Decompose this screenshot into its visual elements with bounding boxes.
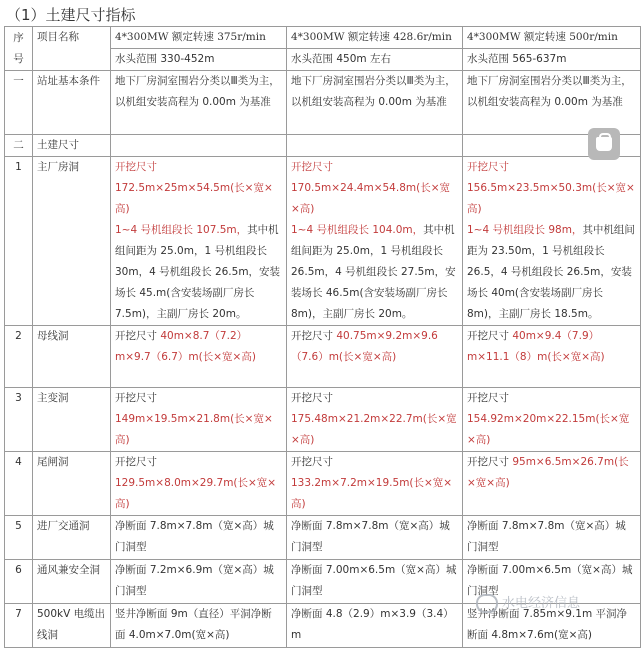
excavation-size: 开挖尺寸 172.5m×25m×54.5m(长×宽×高) xyxy=(115,161,273,215)
header-375-speed: 4*300MW 额定转速 375r/min xyxy=(111,27,287,49)
header-500-speed: 4*300MW 额定转速 500r/min xyxy=(463,27,641,49)
shopping-bag-icon[interactable] xyxy=(588,128,620,160)
cell-375: 开挖尺寸 172.5m×25m×54.5m(长×宽×高) 1~4 号机组段长 107.5m，其中机组间距为 25.0m，1 号机组段长 30m，4 号机组段长 26.5m，安装场长 45.m(含安装场副厂房长 7.5m)，主副厂房长 20m。 xyxy=(111,157,287,326)
row-name: 主变洞 xyxy=(33,388,111,452)
table-row xyxy=(5,388,641,452)
cell-500: 开挖尺寸 154.92m×20m×22.15m(长×宽×高) xyxy=(463,388,641,452)
row-serial: 一 xyxy=(5,71,33,135)
cell-428: 开挖尺寸 133.2m×7.2m×19.5m(长×宽×高) xyxy=(287,452,463,516)
cell-500: 竖井净断面 7.85m×9.1m 平洞净断面 4.8m×7.6m(宽×高) xyxy=(463,604,641,648)
row-name: 进厂交通洞 xyxy=(33,516,111,560)
row-name: 500kV 电缆出线洞 xyxy=(33,604,111,648)
row-serial: 6 xyxy=(5,560,33,604)
cell-500: 开挖尺寸 40m×9.4（7.9）m×11.1（8）m(长×宽×高) xyxy=(463,326,641,388)
cell-375: 地下厂房洞室围岩分类以Ⅲ类为主，以机组安装高程为 0.00m 为基准 xyxy=(111,71,287,135)
table-row xyxy=(5,452,641,516)
table-row xyxy=(5,516,641,560)
cell-500: 开挖尺寸 95m×6.5m×26.7m(长×宽×高) xyxy=(463,452,641,516)
row-name: 主厂房洞 xyxy=(33,157,111,326)
unit-section-length: 1~4 号机组段长 98m， xyxy=(467,224,583,236)
row-name: 尾闸洞 xyxy=(33,452,111,516)
table-row xyxy=(5,135,641,157)
row-serial: 5 xyxy=(5,516,33,560)
header-serial: 序号 xyxy=(5,27,33,71)
header-428-speed: 4*300MW 额定转速 428.6r/min xyxy=(287,27,463,49)
cell-375: 净断面 7.8m×7.8m（宽×高）城门洞型 xyxy=(111,516,287,560)
cell-500: 净断面 7.8m×7.8m（宽×高）城门洞型 xyxy=(463,516,641,560)
cell-375: 竖井净断面 9m（直径）平洞净断面 4.0m×7.0m(宽×高) xyxy=(111,604,287,648)
cell-428: 净断面 7.8m×7.8m（宽×高）城门洞型 xyxy=(287,516,463,560)
row-name: 站址基本条件 xyxy=(33,71,111,135)
excavation-size: 开挖尺寸 170.5m×24.4m×54.8m(长×宽×高) xyxy=(291,161,450,215)
wechat-icon xyxy=(476,594,498,613)
header-500-head: 水头范围 565-637m xyxy=(463,49,641,71)
cell-375: 开挖尺寸 40m×8.7（7.2）m×9.7（6.7）m(长×宽×高) xyxy=(111,326,287,388)
table-row xyxy=(5,326,641,388)
cell-428: 开挖尺寸 170.5m×24.4m×54.8m(长×宽×高) 1~4 号机组段长 104.0m，其中机组间距为 25.0m，1 号机组段长 26.5m，4 号机组段长 27.5m，安装场长 46.5m(含安装场副厂房长 8m)，主副厂房长 20m。 xyxy=(287,157,463,326)
unit-section-length: 1~4 号机组段长 104.0m， xyxy=(291,224,424,236)
row-serial: 二 xyxy=(5,135,33,157)
cell-500: 开挖尺寸 156.5m×23.5m×50.3m(长×宽×高) 1~4 号机组段长 98m，其中机组间距为 23.50m，1 号机组段长 26.5，4 号机组段长 26.5m，安装场长 40m(含安装场副厂房长 8m)，主副厂房长 18.5m。 xyxy=(463,157,641,326)
cell-375: 净断面 7.2m×6.9m（宽×高）城门洞型 xyxy=(111,560,287,604)
cell-500: 净断面 7.00m×6.5m（宽×高）城门洞型 xyxy=(463,560,641,604)
row-name: 土建尺寸 xyxy=(33,135,111,157)
cell-375: 开挖尺寸 129.5m×8.0m×29.7m(长×宽×高) xyxy=(111,452,287,516)
table-row xyxy=(5,71,641,135)
page-title: （1）土建尺寸指标 xyxy=(6,6,136,24)
header-375-head: 水头范围 330-452m xyxy=(111,49,287,71)
row-name: 母线洞 xyxy=(33,326,111,388)
row-serial: 7 xyxy=(5,604,33,648)
row-name: 通风兼安全洞 xyxy=(33,560,111,604)
row-serial: 2 xyxy=(5,326,33,388)
cell-428: 净断面 7.00m×6.5m（宽×高）城门洞型 xyxy=(287,560,463,604)
cell-428: 开挖尺寸 40.75m×9.2m×9.6（7.6）m(长×宽×高) xyxy=(287,326,463,388)
header-428-head: 水头范围 450m 左右 xyxy=(287,49,463,71)
cell-428: 开挖尺寸 175.48m×21.2m×22.7m(长×宽×高) xyxy=(287,388,463,452)
header-item-name: 项目名称 xyxy=(33,27,111,71)
cell-375: 开挖尺寸 149m×19.5m×21.8m(长×宽×高) xyxy=(111,388,287,452)
unit-section-length: 1~4 号机组段长 107.5m， xyxy=(115,224,248,236)
cell-428: 地下厂房洞室围岩分类以Ⅲ类为主，以机组安装高程为 0.00m 为基准 xyxy=(287,71,463,135)
cell-428: 净断面 4.8（2.9）m×3.9（3.4）m xyxy=(287,604,463,648)
excavation-size: 开挖尺寸 156.5m×23.5m×50.3m(长×宽×高) xyxy=(467,161,635,215)
row-serial: 4 xyxy=(5,452,33,516)
row-serial: 3 xyxy=(5,388,33,452)
table-header-row xyxy=(5,27,641,49)
row-serial: 1 xyxy=(5,157,33,326)
watermark: 水电经济信息 xyxy=(476,592,580,613)
table-row xyxy=(5,157,641,326)
civil-dimension-table xyxy=(4,26,641,648)
cell-500: 地下厂房洞室围岩分类以Ⅲ类为主，以机组安装高程为 0.00m 为基准 xyxy=(463,71,641,135)
